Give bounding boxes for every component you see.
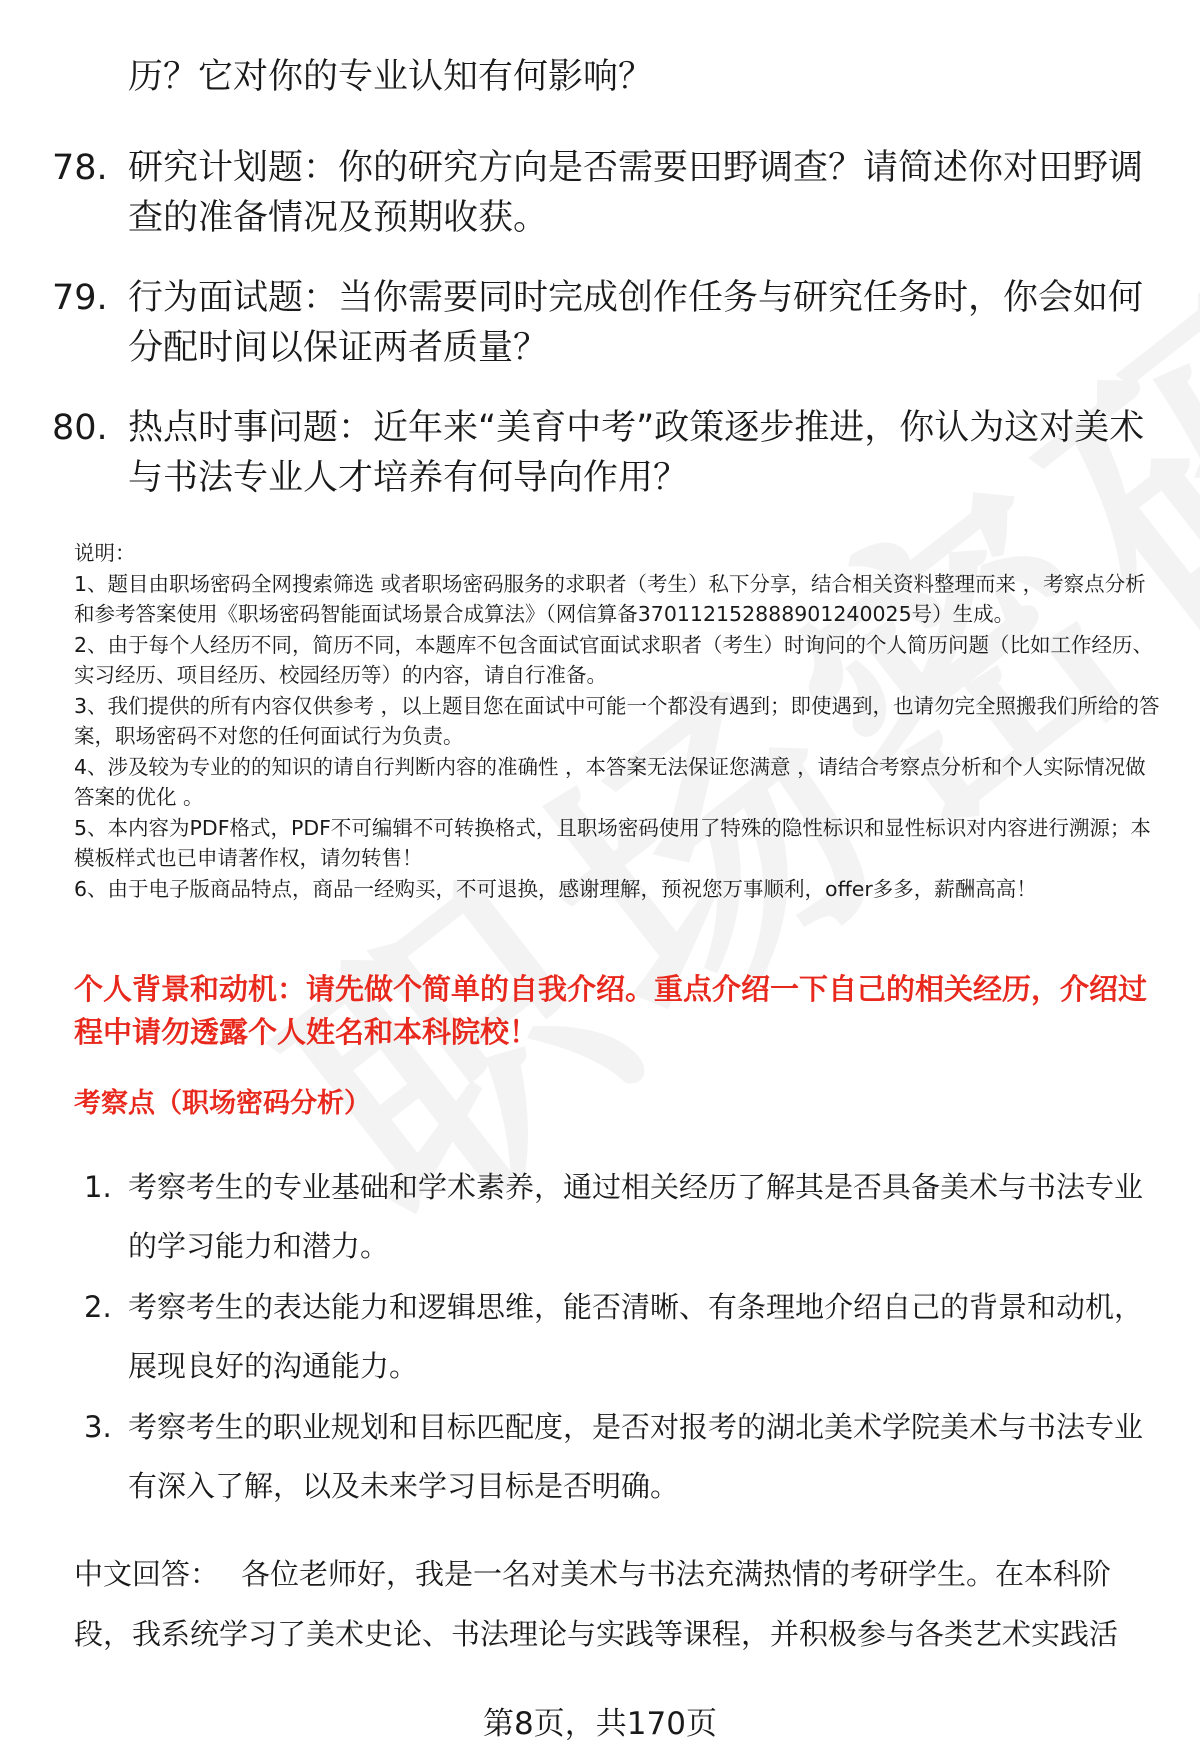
question-number: 78. bbox=[52, 148, 108, 188]
question-list bbox=[52, 143, 1162, 533]
answer-section bbox=[74, 1544, 1164, 1664]
note-item: 4、涉及较为专业的的知识的请自行判断内容的准确性 ，本答案无法保证您满意 ，请结合考察点分析和个人实际情况做答案的优化 。 bbox=[74, 754, 1146, 809]
question-item bbox=[52, 403, 1162, 503]
question-text: 研究计划题：你的研究方向是否需要田野调查？请简述你对田野调查的准备情况及预期收获。 bbox=[128, 148, 1144, 238]
question-continuation: 历？它对你的专业认知有何影响？ bbox=[128, 57, 654, 97]
analysis-item bbox=[84, 1278, 1164, 1396]
notes-title: 说明： bbox=[74, 541, 136, 565]
analysis-item bbox=[84, 1398, 1164, 1516]
analysis-number: 2. bbox=[84, 1290, 112, 1324]
notes-section bbox=[74, 538, 1164, 904]
analysis-title: 考察点（职场密码分析） bbox=[74, 1088, 371, 1119]
answer-label: 中文回答： bbox=[74, 1557, 220, 1591]
note-item: 2、由于每个人经历不同，简历不同，本题库不包含面试官面试求职者（考生）时询问的个人简历问题（比如工作经历、实习经历、项目经历、校园经历等）的内容，请自行准备。 bbox=[74, 632, 1154, 687]
question-number: 79. bbox=[52, 278, 108, 318]
question-text: 行为面试题：当你需要同时完成创作任务与研究任务时，你会如何分配时间以保证两者质量？ bbox=[128, 278, 1144, 368]
note-item: 6、由于电子版商品特点，商品一经购买，不可退换，感谢理解，预祝您万事顺利，offer多多，薪酬高高！ bbox=[74, 876, 1037, 901]
question-text: 热点时事问题：近年来“美育中考”政策逐步推进，你认为这对美术与书法专业人才培养有何导向作用？ bbox=[128, 408, 1145, 498]
page-footer: 第8页，共170页 bbox=[483, 1706, 717, 1742]
note-item: 3、我们提供的所有内容仅供参考 ，以上题目您在面试中可能一个都没有遇到；即使遇到，也请勿完全照搬我们所给的答案，职场密码不对您的任何面试行为负责。 bbox=[74, 693, 1160, 748]
analysis-number: 3. bbox=[84, 1410, 112, 1444]
analysis-list bbox=[84, 1158, 1164, 1518]
question-item bbox=[52, 273, 1162, 373]
answer-text: 各位老师好，我是一名对美术与书法充满热情的考研学生。在本科阶段，我系统学习了美术史论、书法理论与实践等课程，并积极参与各类艺术实践活 bbox=[74, 1557, 1119, 1651]
note-item: 1、题目由职场密码全网搜索筛选 或者职场密码服务的求职者（考生）私下分享，结合相关资料整理而来 ，考察点分析和参考答案使用《职场密码智能面试场景合成算法》（网信算备370112152888901240025号）生成。 bbox=[74, 571, 1146, 626]
analysis-text: 考察考生的职业规划和目标匹配度，是否对报考的湖北美术学院美术与书法专业有深入了解，以及未来学习目标是否明确。 bbox=[128, 1410, 1144, 1503]
analysis-text: 考察考生的专业基础和学术素养，通过相关经历了解其是否具备美术与书法专业的学习能力和潜力。 bbox=[128, 1170, 1144, 1263]
analysis-text: 考察考生的表达能力和逻辑思维，能否清晰、有条理地介绍自己的背景和动机，展现良好的沟通能力。 bbox=[128, 1290, 1144, 1383]
question-item bbox=[52, 143, 1162, 243]
note-item: 5、本内容为PDF格式，PDF不可编辑不可转换格式，且职场密码使用了特殊的隐性标识和显性标识对内容进行溯源；本模板样式也已申请著作权，请勿转售！ bbox=[74, 815, 1151, 870]
analysis-number: 1. bbox=[84, 1170, 112, 1204]
analysis-item bbox=[84, 1158, 1164, 1276]
question-number: 80. bbox=[52, 408, 108, 448]
section-title: 个人背景和动机：请先做个简单的自我介绍。重点介绍一下自己的相关经历，介绍过程中请勿透露个人姓名和本科院校！ bbox=[74, 972, 1148, 1049]
